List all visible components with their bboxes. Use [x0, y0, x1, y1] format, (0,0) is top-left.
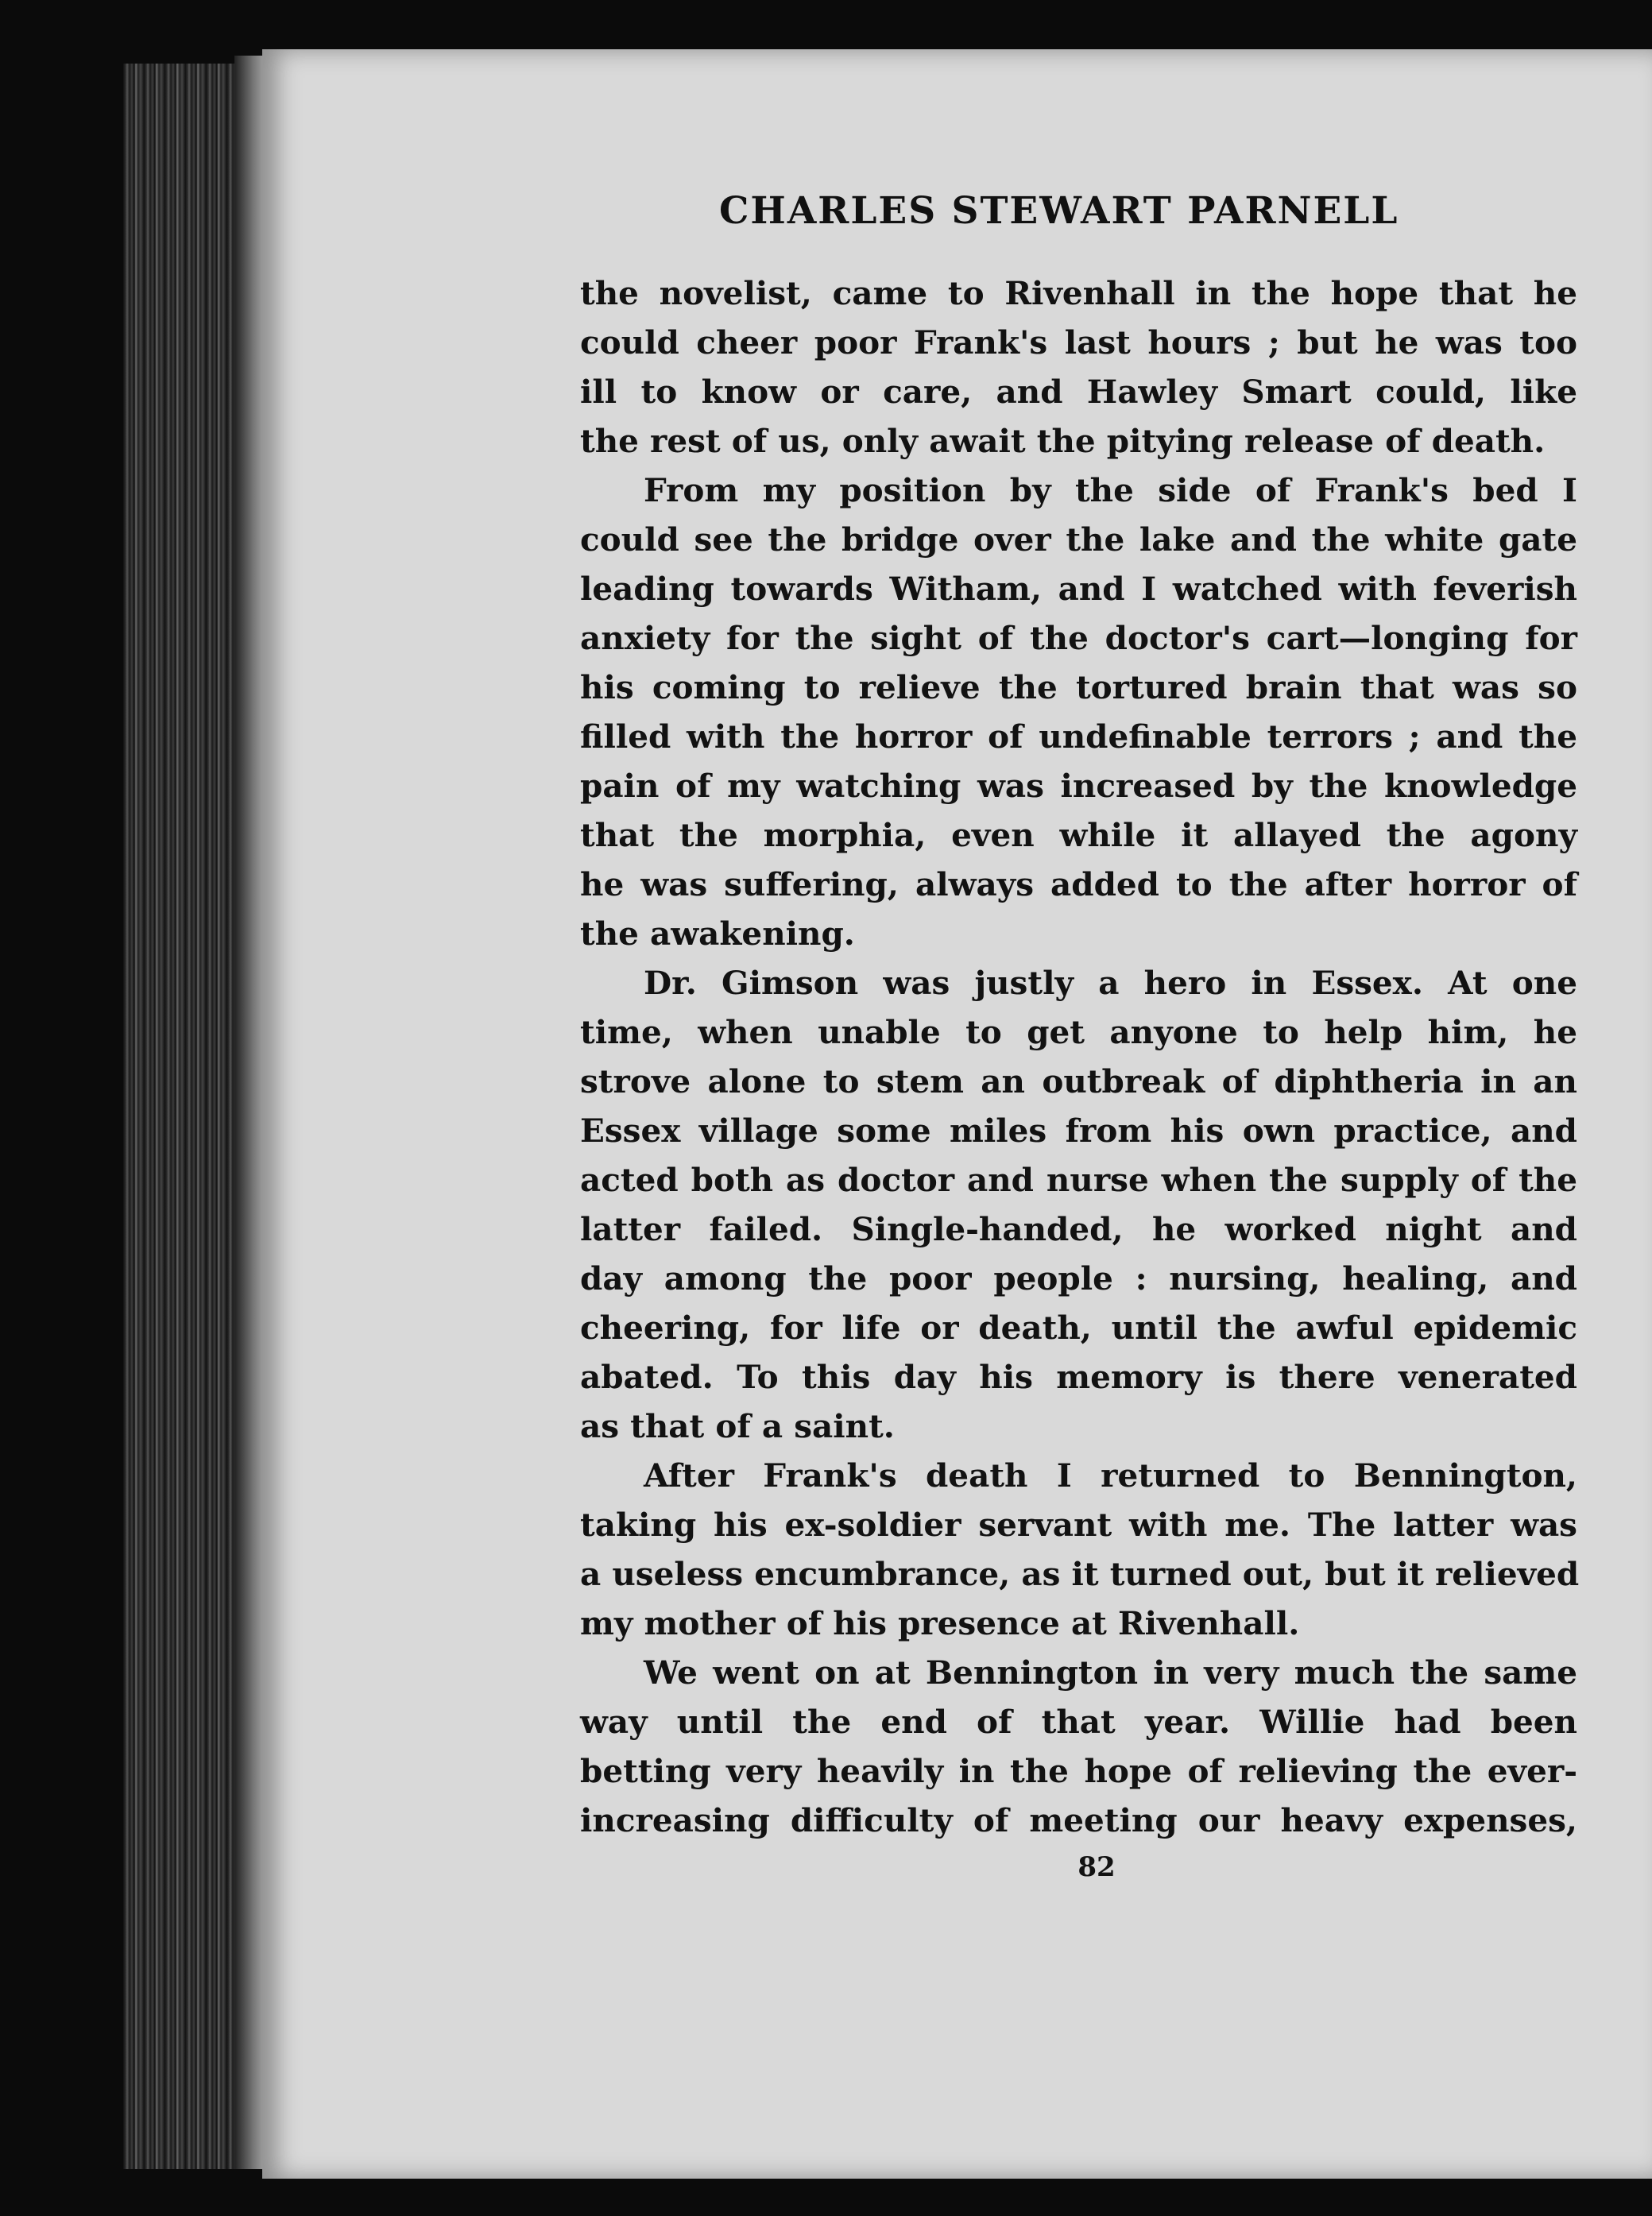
text-line: the novelist, came to Rivenhall in the hope that he: [580, 274, 1577, 312]
text-line: taking his ex-soldier servant with me. The latter was: [580, 1506, 1577, 1544]
text-line: abated. To this day his memory is there venerated: [580, 1358, 1577, 1396]
paragraph: [580, 1451, 1580, 1648]
paragraph: [580, 466, 1577, 958]
text-line: After Frank's death I returned to Bennington,: [644, 1456, 1577, 1495]
text-line: my mother of his presence at Rivenhall.: [580, 1604, 1300, 1642]
text-line: he was suffering, always added to the after horror of: [580, 865, 1577, 903]
text-line: way until the end of that year. Willie had been: [580, 1703, 1577, 1741]
text-line: increasing difficulty of meeting our heavy expenses,: [580, 1801, 1577, 1839]
text-line: the awakening.: [580, 915, 855, 953]
text-line: his coming to relieve the tortured brain that was so: [580, 668, 1577, 706]
text-line: day among the poor people : nursing, healing, and: [580, 1259, 1577, 1298]
paragraph: [580, 269, 1577, 466]
text-line: that the morphia, even while it allayed the agony: [580, 816, 1577, 854]
text-line: betting very heavily in the hope of relieving the ever-: [580, 1752, 1577, 1790]
text-line: anxiety for the sight of the doctor's cart—longing for: [580, 619, 1577, 657]
text-line: strove alone to stem an outbreak of diphtheria in an: [580, 1062, 1577, 1100]
text-line: We went on at Bennington in very much the same: [644, 1653, 1577, 1692]
text-line: acted both as doctor and nurse when the supply of the: [580, 1161, 1577, 1199]
text-line: could cheer poor Frank's last hours ; but he was too: [580, 323, 1577, 362]
text-line: ill to know or care, and Hawley Smart could, like: [580, 373, 1577, 411]
text-line: pain of my watching was increased by the knowledge: [580, 767, 1577, 805]
text-line: a useless encumbrance, as it turned out, but it relieved: [580, 1555, 1580, 1593]
body-text: [580, 269, 1580, 1845]
paragraph: [580, 1648, 1577, 1845]
page-number: 82: [1077, 1851, 1116, 1883]
text-line: Dr. Gimson was justly a hero in Essex. At one: [644, 964, 1577, 1002]
text-line: the rest of us, only await the pitying release of death.: [580, 422, 1546, 460]
text-line: cheering, for life or death, until the awful epidemic: [580, 1309, 1577, 1347]
text-line: time, when unable to get anyone to help him, he: [580, 1013, 1577, 1051]
running-head: CHARLES STEWART PARNELL: [719, 189, 1399, 233]
text-line: Essex village some miles from his own practice, and: [580, 1112, 1577, 1150]
paragraph: [580, 958, 1577, 1451]
text-line: could see the bridge over the lake and the white gate: [580, 520, 1577, 559]
text-line: leading towards Witham, and I watched with feverish: [580, 570, 1577, 608]
text-line: filled with the horror of undefinable terrors ; and the: [580, 717, 1577, 756]
text-line: From my position by the side of Frank's bed I: [644, 471, 1577, 509]
text-line: latter failed. Single-handed, he worked night and: [580, 1210, 1577, 1248]
text-line: as that of a saint.: [580, 1407, 895, 1445]
